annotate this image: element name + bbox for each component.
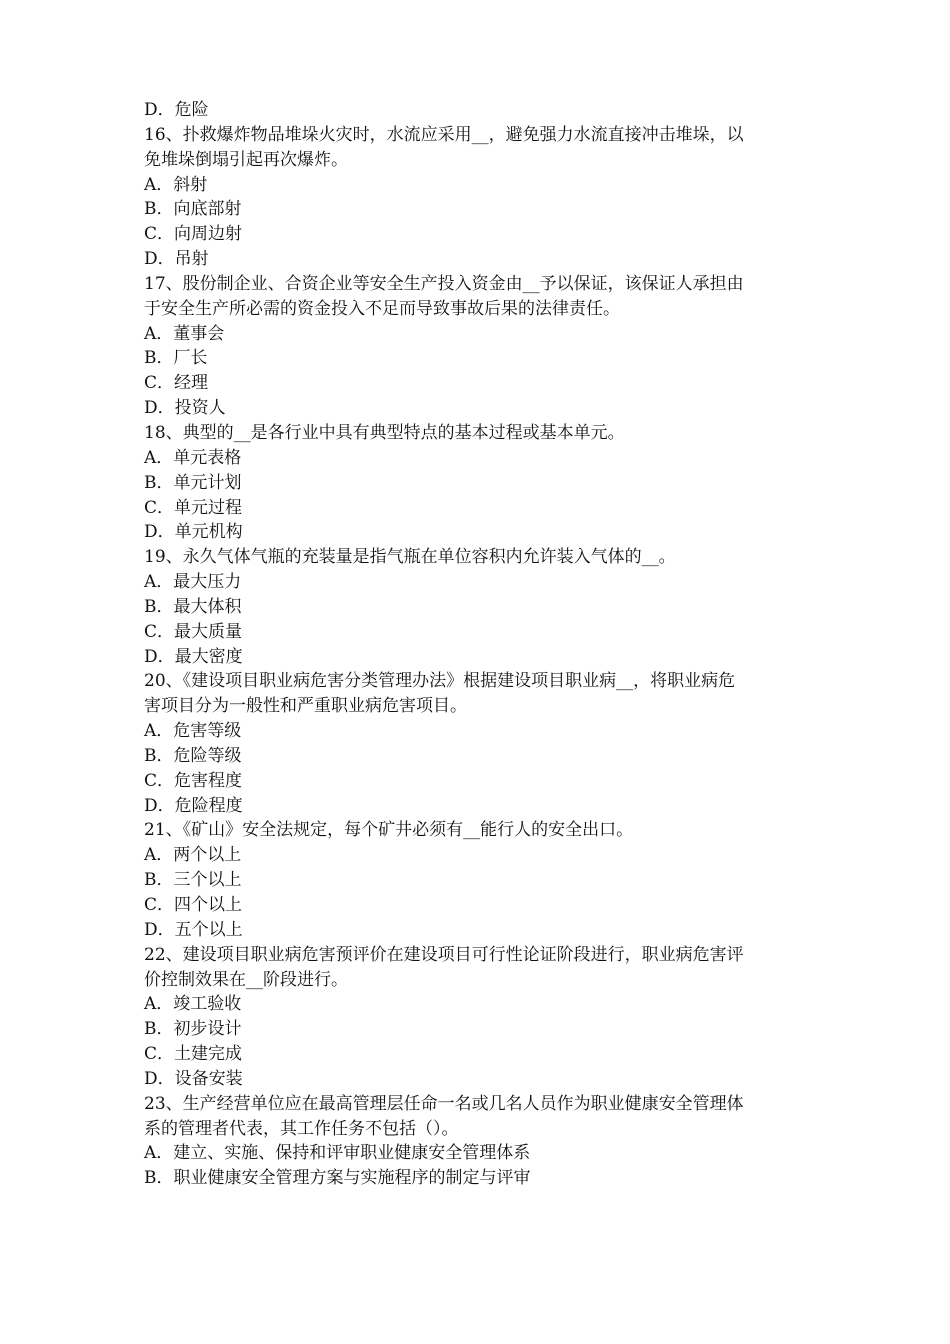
- document-page: [144, 98, 814, 1191]
- text-line: A．竣工验收: [144, 994, 242, 1015]
- text-line: A．最大压力: [144, 572, 242, 593]
- text-line: 23、生产经营单位应在最高管理层任命一名或几名人员作为职业健康安全管理体: [144, 1093, 744, 1114]
- text-line: D．危险程度: [144, 795, 243, 816]
- text-line: 18、典型的__是各行业中具有典型特点的基本过程或基本单元。: [144, 422, 625, 443]
- text-line: C．四个以上: [144, 895, 243, 915]
- text-line: 于安全生产所必需的资金投入不足而导致事故后果的法律责任。: [144, 298, 620, 319]
- text-line: A．危害等级: [144, 721, 242, 742]
- text-line: B．最大体积: [144, 596, 242, 617]
- text-line: A．董事会: [144, 323, 225, 344]
- text-line: 16、扑救爆炸物品堆垛火灾时，水流应采用__，避免强力水流直接冲击堆垛，以: [144, 124, 744, 145]
- text-line: B．厂长: [144, 348, 208, 369]
- text-line: 19、永久气体气瓶的充装量是指气瓶在单位容积内允许装入气体的__。: [144, 547, 676, 568]
- text-line: C．土建完成: [144, 1044, 243, 1065]
- text-line: C．单元过程: [144, 497, 243, 518]
- text-line: C．危害程度: [144, 770, 243, 791]
- text-line: B．危险等级: [144, 745, 242, 766]
- text-line: D．设备安装: [144, 1068, 243, 1089]
- text-line: D．最大密度: [144, 646, 243, 667]
- text-line: A．单元表格: [144, 447, 242, 468]
- text-line: D．吊射: [144, 249, 209, 270]
- text-line: 价控制效果在__阶段进行。: [144, 969, 348, 990]
- text-line: B．三个以上: [144, 870, 242, 891]
- text-line: A．建立、实施、保持和评审职业健康安全管理体系: [144, 1143, 531, 1164]
- text-line: D．投资人: [144, 398, 226, 419]
- text-line: 17、股份制企业、合资企业等安全生产投入资金由__予以保证，该保证人承担由: [144, 273, 744, 294]
- text-line: D．危险: [144, 100, 209, 120]
- text-line: A．两个以上: [144, 845, 242, 866]
- text-line: 系的管理者代表，其工作任务不包括（）。: [144, 1118, 459, 1139]
- text-line: D．五个以上: [144, 919, 243, 940]
- text-line: C．经理: [144, 373, 209, 394]
- text-line: B．初步设计: [144, 1019, 242, 1040]
- text-line: C．向周边射: [144, 224, 243, 245]
- text-line: 害项目分为一般性和严重职业病危害项目。: [144, 696, 467, 717]
- text-line: B．向底部射: [144, 199, 242, 220]
- text-line: A．斜射: [144, 174, 208, 195]
- text-line: 20、《建设项目职业病危害分类管理办法》根据建设项目职业病__，将职业病危: [144, 671, 736, 692]
- text-line: C．最大质量: [144, 621, 243, 642]
- text-line: B．职业健康安全管理方案与实施程序的制定与评审: [144, 1168, 531, 1189]
- text-line: B．单元计划: [144, 472, 242, 493]
- text-line: 22、建设项目职业病危害预评价在建设项目可行性论证阶段进行，职业病危害评: [144, 944, 744, 965]
- text-line: D．单元机构: [144, 522, 243, 543]
- text-line: 免堆垛倒塌引起再次爆炸。: [144, 149, 348, 170]
- text-line: 21、《矿山》安全法规定，每个矿井必须有__能行人的安全出口。: [144, 820, 634, 841]
